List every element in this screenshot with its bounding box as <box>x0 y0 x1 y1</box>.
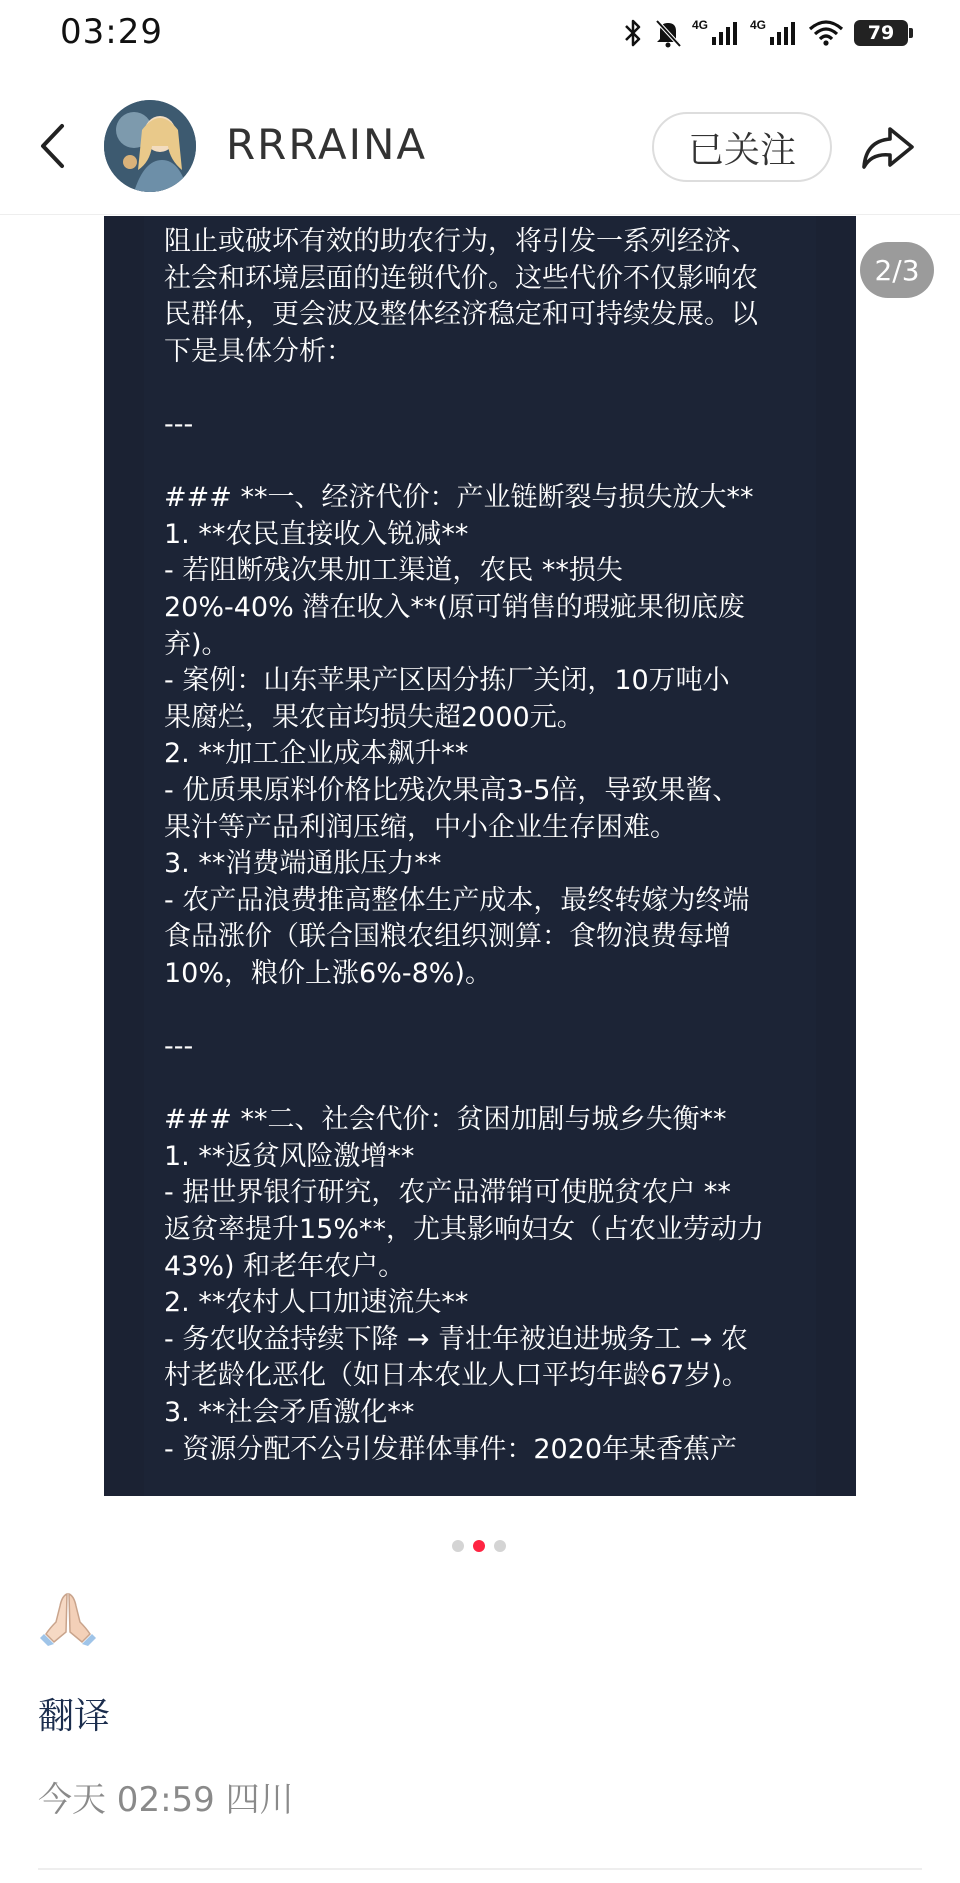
post-meta: 今天 02:59 四川 <box>38 1780 294 1820</box>
image-text-line <box>164 370 824 407</box>
bluetooth-icon <box>622 18 644 48</box>
image-text <box>164 224 824 1468</box>
image-text-line: 3. **社会矛盾激化** <box>164 1397 415 1428</box>
battery-level: 79 <box>867 22 895 44</box>
username[interactable]: RRRAINA <box>226 120 428 169</box>
image-text-line: 食品涨价（联合国粮农组织测算：食物浪费每增 <box>164 921 731 953</box>
image-text-line: - 务农收益持续下降 → 青壮年被迫进城务工 → 农 <box>164 1323 748 1355</box>
image-text-line: - 若阻断残次果加工渠道，农民 **损失 <box>164 555 623 587</box>
image-text-line: 果汁等产品利润压缩，中小企业生存困难。 <box>164 811 677 843</box>
share-button[interactable] <box>856 118 920 176</box>
signal-icon <box>750 18 798 48</box>
status-icons <box>622 16 908 50</box>
image-text-line: 2. **加工企业成本飙升** <box>164 738 469 770</box>
image-text-line <box>164 1066 824 1103</box>
folded-hands-icon <box>38 1588 98 1648</box>
image-text-line: 10%，粮价上涨6%-8%)。 <box>164 957 492 989</box>
folded-hands-emoji <box>38 1588 98 1648</box>
image-text-line <box>164 992 824 1029</box>
image-text-line: 2. **农村人口加速流失** <box>164 1287 469 1319</box>
header-divider <box>0 214 960 215</box>
back-button[interactable] <box>30 116 74 176</box>
image-text-line: ### **一、经济代价：产业链断裂与损失放大** <box>164 482 754 514</box>
image-text-line: ### **二、社会代价：贫困加剧与城乡失衡** <box>164 1104 727 1136</box>
image-text-line: --- <box>164 408 194 440</box>
share-arrow-icon <box>860 123 916 171</box>
image-text-line: 43%) 和老年农户。 <box>164 1250 406 1282</box>
signal-icon <box>692 18 740 48</box>
status-bar <box>0 0 960 70</box>
carousel-dots <box>452 1540 506 1552</box>
carousel-dot-active[interactable] <box>473 1540 485 1552</box>
image-text-line: - 农产品浪费推高整体生产成本，最终转嫁为终端 <box>164 884 750 916</box>
image-text-line: - 案例：山东苹果产区因分拣厂关闭，10万吨小 <box>164 665 730 697</box>
image-text-line: 阻止或破坏有效的助农行为，将引发一系列经济、 <box>164 226 758 257</box>
carousel-dot[interactable] <box>452 1540 464 1552</box>
image-text-line: 村老龄化恶化（如日本农业人口平均年龄67岁)。 <box>164 1360 749 1392</box>
wifi-icon <box>808 18 844 48</box>
avatar-image <box>104 100 196 192</box>
image-text-line: 1. **农民直接收入锐减** <box>164 518 469 550</box>
image-text-line: 20%-40% 潜在收入**(原可销售的瑕疵果彻底废 <box>164 591 745 623</box>
image-text-line: 下是具体分析： <box>164 335 353 367</box>
image-text-line: 返贫率提升15%**，尤其影响妇女（占农业劳动力 <box>164 1214 765 1246</box>
image-text-line: 3. **消费端通胀压力** <box>164 848 442 880</box>
battery-icon <box>854 20 908 46</box>
image-text-line <box>164 444 824 481</box>
post-header <box>0 90 960 202</box>
image-text-line: 果腐烂，果农亩均损失超2000元。 <box>164 701 584 733</box>
page-indicator: 2/3 <box>860 242 934 298</box>
image-text-line: 社会和环境层面的连锁代价。这些代价不仅影响农 <box>164 262 758 294</box>
avatar[interactable] <box>104 100 196 192</box>
image-text-line: - 资源分配不公引发群体事件：2020年某香蕉产 <box>164 1433 738 1465</box>
post-text: 翻译 <box>38 1696 111 1737</box>
follow-button[interactable]: 已关注 <box>652 112 832 182</box>
image-text-line: 弃)。 <box>164 628 229 660</box>
bottom-divider <box>38 1868 922 1870</box>
status-time: 03:29 <box>60 12 163 52</box>
image-text-line: --- <box>164 1031 194 1063</box>
image-text-line: 民群体，更会波及整体经济稳定和可持续发展。以 <box>164 299 758 331</box>
image-text-line: 1. **返贫风险激增** <box>164 1140 415 1172</box>
image-text-line: - 据世界银行研究，农产品滞销可使脱贫农户 ** <box>164 1177 731 1209</box>
image-text-line: - 优质果原料价格比残次果高3-5倍，导致果酱、 <box>164 774 740 806</box>
mute-bell-icon <box>654 18 682 48</box>
network-label: 4G <box>692 18 709 32</box>
post-image[interactable] <box>104 216 856 1496</box>
carousel-dot[interactable] <box>494 1540 506 1552</box>
network-label: 4G <box>750 18 767 32</box>
chevron-left-icon <box>38 123 66 169</box>
